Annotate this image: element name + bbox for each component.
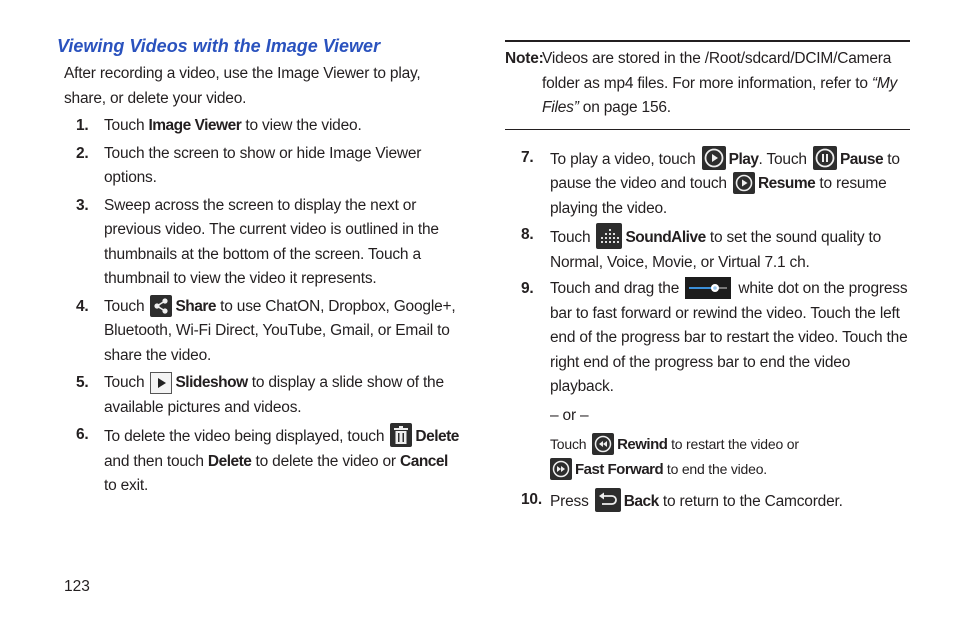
- step-9: 9. Touch and drag the white dot on the progress bar to fast forward or rewind the video. Touch the left end of the progress bar to restart the video. Touch the right end of the progress bar to end the video playback.: [505, 277, 910, 400]
- trash-icon: [390, 423, 412, 447]
- play-icon: [150, 372, 172, 394]
- step-7: 7. To play a video, touch Play. Touch Pause to pause the video and touch Resume to resume playing the video.: [505, 146, 910, 222]
- play-circle-icon: [733, 172, 755, 194]
- play-circle-icon: [702, 146, 726, 170]
- rewind-icon: [592, 433, 614, 455]
- intro-paragraph: After recording a video, use the Image Viewer to play, share, or delete your video.: [64, 65, 421, 107]
- step-2: 2. Touch the screen to show or hide Image Viewer options.: [76, 144, 422, 186]
- note-box: Note: Videos are stored in the /Root/sdcard/DCIM/Camera folder as mp4 files. For more information, refer to “My Files” on page 156.: [505, 40, 910, 130]
- right-column: [505, 40, 910, 515]
- left-column: [57, 34, 464, 499]
- step-4: 4. Touch Share to use ChatON, Dropbox, Google+, Bluetooth, Wi-Fi Direct, YouTube, Gmail, or Email to share the video.: [64, 295, 464, 369]
- note-label: Note:: [505, 50, 544, 67]
- pause-circle-icon: [813, 146, 837, 170]
- step-8: 8. Touch SoundAlive to set the sound quality to Normal, Voice, Movie, or Virtual 7.1 ch.: [505, 223, 910, 275]
- rewind-fastforward-text: Touch Rewind to restart the video or Fast Forward to end the video.: [505, 432, 910, 482]
- page-number: 123: [64, 578, 90, 595]
- step-6: 6. To delete the video being displayed, touch Delete and then touch Delete to delete the video or Cancel to exit.: [64, 423, 464, 499]
- step-10: 10. Press Back to return to the Camcorder.: [505, 488, 910, 515]
- back-icon: [595, 488, 621, 512]
- or-divider: – or –: [550, 406, 589, 424]
- my-files-reference: “My Files”: [542, 74, 898, 116]
- step-5: 5. Touch Slideshow to display a slide show of the available pictures and videos.: [76, 374, 444, 416]
- step-1: 1. Touch Image Viewer to view the video.: [76, 117, 362, 134]
- step-3: 3. Sweep across the screen to display the next or previous video. The current video is outlined in the thumbnails at the bottom of the screen. Touch a thumbnail to view the video it represents.: [76, 196, 439, 287]
- section-heading: Viewing Videos with the Image Viewer: [57, 36, 381, 56]
- progress-slider-icon: [685, 277, 731, 299]
- fast-forward-icon: [550, 458, 572, 480]
- share-icon: [150, 295, 172, 317]
- soundalive-icon: [596, 223, 622, 249]
